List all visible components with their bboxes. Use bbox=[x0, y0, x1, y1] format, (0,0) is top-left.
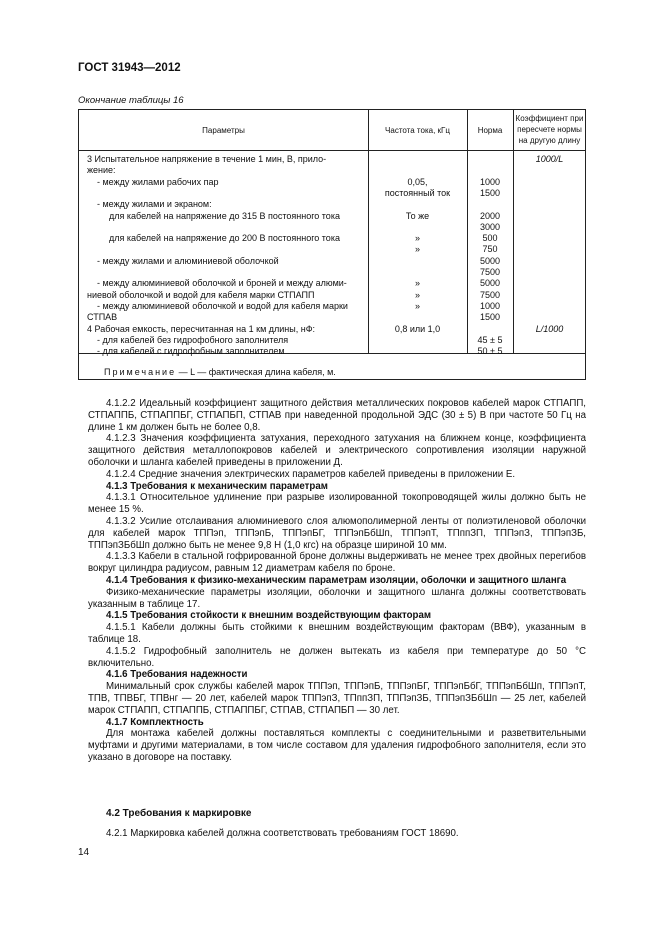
table-cell-param: 3 Испытательное напряжение в течение 1 мин, В, прило- bbox=[87, 154, 327, 164]
column-divider bbox=[368, 110, 369, 353]
section-heading: 4.1.6 Требования надежности bbox=[106, 669, 248, 681]
table-cell-freq: » bbox=[414, 233, 420, 244]
section-heading: 4.1.7 Комплектность bbox=[106, 716, 204, 728]
table-note: Примечание — L — фактическая длина кабеля, м. bbox=[104, 367, 336, 377]
paragraph: 4.1.2.2 Идеальный коэффициент защитного действия металлических покровов кабелей марок СТПАПП, СТПАППБ, СТПАППБГ, СТПАПБП, СТПАВ при наведенной продольной ЭДС (30 ± 5) В при частоте 50 Гц на длине 1 км должен быть не более 0,8. bbox=[88, 398, 586, 433]
table-cell-norm: 2000 bbox=[479, 210, 501, 221]
table-cell-param: - между алюминиевой оболочкой и броней и между алюми- bbox=[97, 278, 347, 289]
body-text bbox=[88, 398, 586, 764]
table-cell-coef: 1000/L bbox=[535, 154, 564, 164]
table-cell-norm: 5000 bbox=[479, 278, 501, 289]
table-caption: Окончание таблицы 16 bbox=[78, 95, 184, 106]
document-header: ГОСТ 31943—2012 bbox=[78, 62, 181, 74]
table-cell-freq: » bbox=[414, 244, 420, 255]
header-coefficient: Коэффициент при пересчете нормы на другую длину bbox=[515, 114, 584, 145]
table-cell-norm: 1500 bbox=[479, 312, 501, 323]
table-cell-norm: 5000 bbox=[479, 255, 501, 266]
section-heading: 4.1.4 Требования к физико-механическим параметрам изоляции, оболочки и защитного шланга bbox=[106, 574, 567, 586]
table-cell-param: - между жилами и алюминиевой оболочкой bbox=[97, 255, 279, 266]
paragraph: Для монтажа кабелей должны поставляться комплекты с соединительными и разветвительными муфтами и другими материалами, в том числе составом для удаления гидрофобного заполнителя, если это указано в договоре на поставку. bbox=[88, 728, 586, 763]
parameters-table bbox=[78, 109, 586, 380]
header-frequency: Частота тока, кГц bbox=[385, 126, 450, 135]
table-cell-param: - между жилами рабочих пар bbox=[97, 176, 219, 187]
paragraph: Минимальный срок службы кабелей марок ТППэп, ТППэпБ, ТППэпБГ, ТППэпБбГ, ТППэпБбШп, ТППэпТ, ТПВ, ТПВБГ, ТПВнг — 20 лет, кабелей марок ТППэпЗ, ТПппЗП, ТППэпЗБ, ТППэпЗБбШп — 25 лет, кабелей марок СТПАПП, СТПАППБ, СТПАППБГ, СТПАВ, СТПАПБП — 30 лет. bbox=[88, 681, 586, 716]
table-cell-norm: 500 bbox=[482, 233, 498, 244]
table-cell-freq: То же bbox=[405, 210, 430, 221]
paragraph: 4.1.2.4 Средние значения электрических параметров кабелей приведены в приложении Е. bbox=[106, 468, 516, 480]
table-cell-norm: 7500 bbox=[479, 267, 501, 277]
page-number: 14 bbox=[78, 847, 90, 858]
table-cell-param: ниевой оболочкой и водой для кабеля марки СТПАПП bbox=[87, 289, 315, 300]
paragraph: 4.1.5.1 Кабели должны быть стойкими к внешним воздействующим факторам (ВВФ), указанным в таблице 18. bbox=[88, 622, 586, 645]
table-cell-freq: » bbox=[414, 289, 420, 300]
table-cell-param: - для кабелей с гидрофобным заполнителем bbox=[97, 346, 285, 357]
column-divider bbox=[513, 110, 514, 353]
table-cell-param: - между алюминиевой оболочкой и водой для кабеля марки bbox=[97, 300, 348, 311]
table-cell-param: для кабелей на напряжение до 200 В постоянного тока bbox=[109, 233, 340, 244]
table-cell-freq: 0,05, bbox=[407, 176, 428, 187]
table-cell-param: - для кабелей без гидрофобного заполнителя bbox=[97, 334, 289, 345]
table-cell-freq: » bbox=[414, 278, 420, 289]
paragraph: 4.1.2.3 Значения коэффициента затухания, переходного затухания на ближнем конце, коэффициента защитного действия металлопокровов кабелей и электрического сопротивления изоляции наружной оболочки и шланга кабелей приведены в приложении Д. bbox=[88, 433, 586, 468]
paragraph: 4.1.5.2 Гидрофобный заполнитель не должен вытекать из кабеля при температуре до 50 °С включительно. bbox=[88, 645, 586, 669]
table-cell-norm: 45 ± 5 bbox=[477, 334, 503, 345]
paragraph: 4.1.3.1 Относительное удлинение при разрыве изолированной токопроводящей жилы должно быть не менее 15 %. bbox=[88, 492, 586, 516]
table-cell-norm: 1000 bbox=[479, 176, 501, 187]
table-cell-param: 4 Рабочая емкость, пересчитанная на 1 км длины, нФ: bbox=[87, 323, 316, 334]
paragraph: 4.1.3.2 Усилие отслаивания алюминиевого слоя алюмополимерной ленты от полиэтиленовой оболочки для кабелей марок ТППэп, ТППэпБ, ТППэпБГ, ТППэпБбШп, ТППэпТ, ТПппЗП, ТППэпЗ, ТППэпЗБ, ТППэпЗБбШп должно быть не менее 9,8 Н (1,0 кгс) на образце шириной 10 мм. bbox=[88, 515, 586, 551]
section-title-4-2: 4.2 Требования к маркировке bbox=[106, 808, 252, 819]
header-norm: Норма bbox=[477, 126, 503, 135]
section-heading: 4.1.3 Требования к механическим параметрам bbox=[106, 480, 328, 492]
section-heading: 4.1.5 Требования стойкости к внешним воздействующим факторам bbox=[106, 610, 432, 622]
paragraph: Физико-механические параметры изоляции, оболочки и защитного шланга должны соответствовать указанным в таблице 17. bbox=[88, 586, 586, 610]
table-cell-norm: 50 ± 5 bbox=[477, 346, 503, 357]
table-cell-norm: 7500 bbox=[479, 289, 501, 300]
header-params: Параметры bbox=[202, 126, 245, 135]
table-cell-freq: » bbox=[414, 300, 420, 311]
table-cell-param: жение: bbox=[87, 165, 116, 176]
header-divider bbox=[79, 150, 585, 151]
table-cell-freq: постоянный ток bbox=[384, 187, 451, 198]
table-cell-param: для кабелей на напряжение до 315 В постоянного тока bbox=[109, 210, 340, 221]
paragraph: 4.1.3.3 Кабели в стальной гофрированной броне должны выдерживать не менее трех двойных перегибов вокруг цилиндра радиусом, равным 12 диаметрам кабеля по броне. bbox=[88, 551, 586, 575]
table-cell-norm: 1500 bbox=[479, 187, 501, 198]
table-cell-norm: 3000 bbox=[479, 221, 501, 232]
table-cell-coef: L/1000 bbox=[535, 323, 564, 334]
table-cell-norm: 750 bbox=[482, 244, 498, 255]
table-cell-param: - между жилами и экраном: bbox=[97, 199, 212, 210]
table-cell-freq: 0,8 или 1,0 bbox=[394, 323, 441, 334]
paragraph-4-2-1: 4.2.1 Маркировка кабелей должна соответствовать требованиям ГОСТ 18690. bbox=[106, 828, 459, 839]
table-cell-param: СТПАВ bbox=[87, 312, 118, 323]
table-cell-norm: 1000 bbox=[479, 300, 501, 311]
